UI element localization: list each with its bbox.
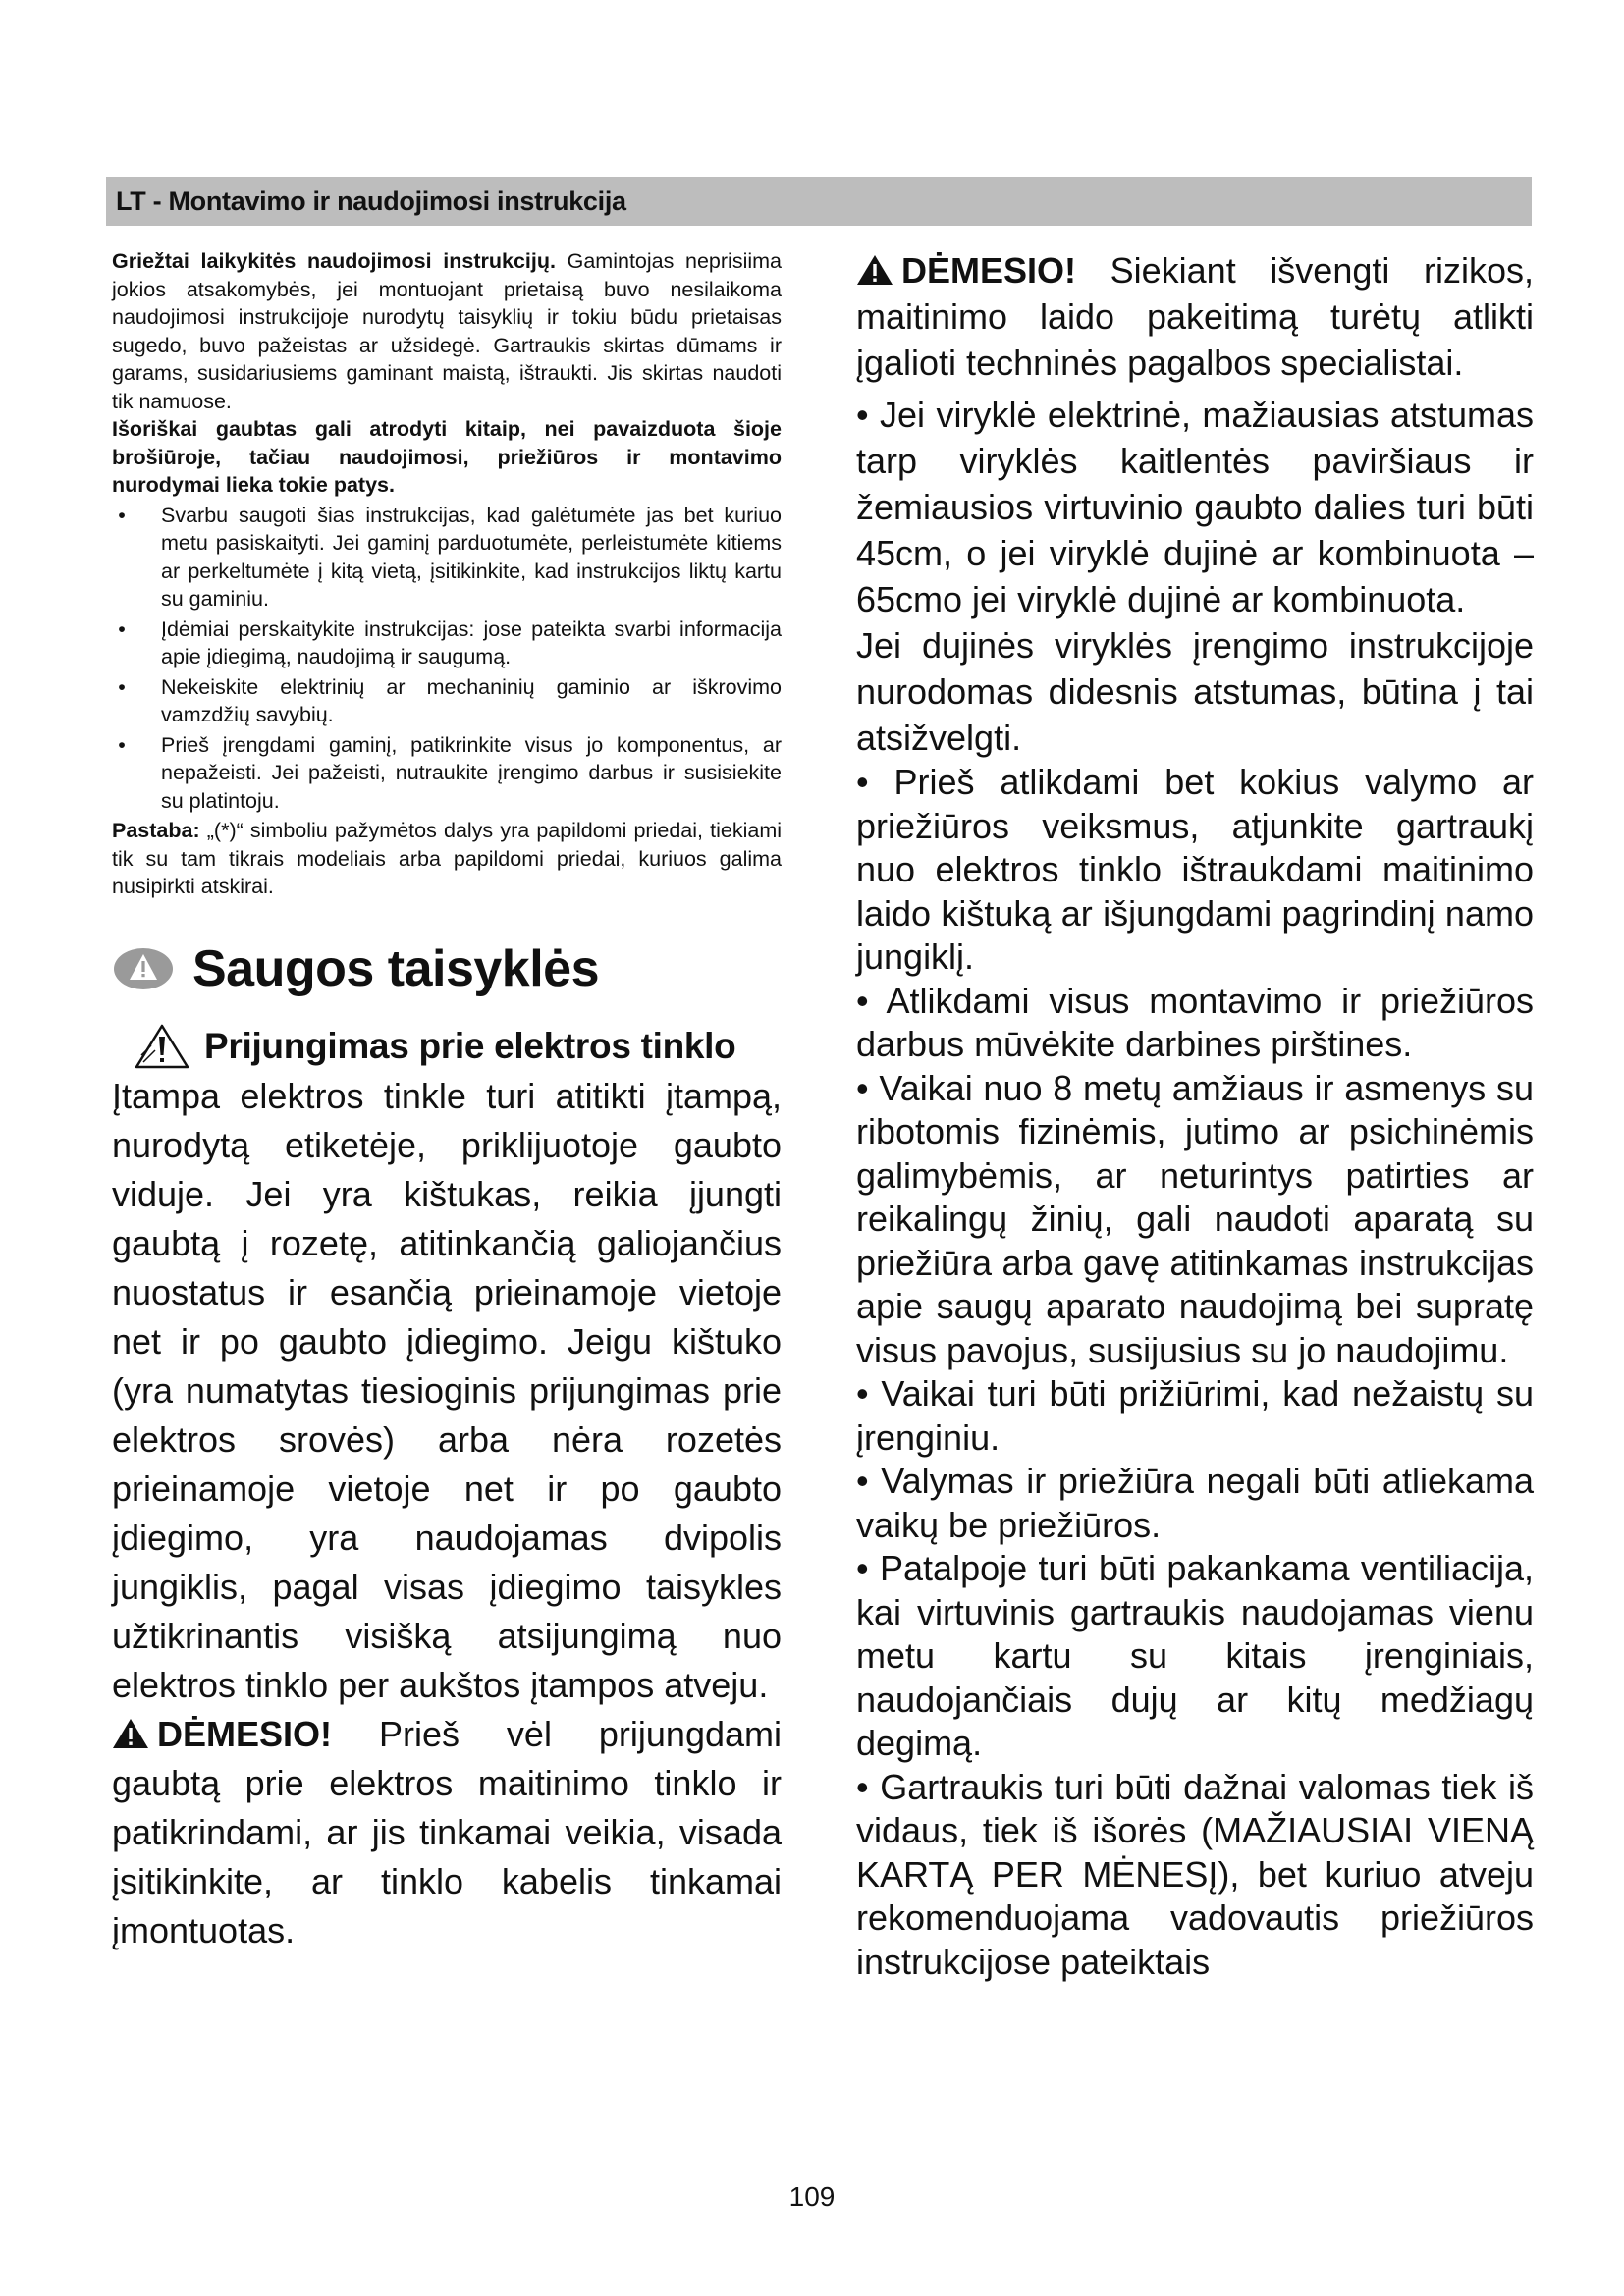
intro-paragraph xyxy=(112,247,782,415)
supervision-paragraph: • Vaikai turi būti prižiūrimi, kad nežaistų su įrenginiu. xyxy=(856,1373,1534,1458)
left-column xyxy=(112,247,782,1955)
note-label: Pastaba: xyxy=(112,819,200,842)
distance-paragraph: • Jei viryklė elektrinė, mažiausias atstumas tarp viryklės kaitlentės paviršiaus ir žemiausios virtuvinio gaubto dalies turi būti 45cm, o jei viryklė dujinė ar kombinuota – 65cmo jei viryklė dujinė ar kombinuota. xyxy=(856,395,1534,619)
list-item: • Įdėmiai perskaitykite instrukcijas: jose pateikta svarbi informacija apie įdiegimą, naudojimą ir saugumą. xyxy=(112,615,782,671)
subsection-heading: Prijungimas prie elektros tinklo xyxy=(204,1025,736,1066)
bullet-icon: • xyxy=(118,674,126,699)
bullet-icon: • xyxy=(118,616,126,641)
intro-text: Gamintojas neprisiima jokios atsakomybės, jei montuojant prietaisą buvo nesilaikoma naudojimosi instrukcijoje nurodytų taisyklių ir tokiu būdu prietaisas sugedo, buvo pažeistas ar užsidegė. Gartraukis skirtas dūmams ir garams, susidariusiems gaminant maistą, ištraukti. Jis skirtas naudoti tik namuose. xyxy=(112,249,782,413)
warning-outline-icon xyxy=(134,1023,190,1070)
attention-label: DĖMESIO! xyxy=(901,250,1077,291)
list-item: • Nekeiskite elektrinių ar mechaninių gaminio ar iškrovimo vamzdžių savybių. xyxy=(112,673,782,729)
intro-appearance-note: Išoriškai gaubtas gali atrodyti kitaip, nei pavaizduota šioje brošiūroje, tačiau naudojimosi, priežiūros ir montavimo nurodymai lieka tokie patys. xyxy=(112,417,782,497)
section-header-bar xyxy=(106,177,1532,226)
subsection-title xyxy=(112,1021,782,1072)
gloves-paragraph: • Atlikdami visus montavimo ir priežiūros darbus mūvėkite darbines pirštines. xyxy=(856,980,1534,1064)
warning-triangle-icon xyxy=(112,1718,149,1749)
ventilation-paragraph: • Patalpoje turi būti pakankama ventiliacija, kai virtuvinis gartraukis naudojamas vienu metu kartu su kitais įrenginiais, naudojančiais dujų ar kitų medžiagų degimą. xyxy=(856,1548,1534,1763)
warning-oval-icon xyxy=(112,946,175,991)
warning-triangle-icon xyxy=(856,254,893,286)
power-connection-text: Įtampa elektros tinkle turi atitikti įtampą, nurodytą etiketėje, priklijuotoje gaubto viduje. Jei yra kištukas, reikia įjungti gaubtą į rozetę, atitinkančią galiojančius nuostatus ir esančią prieinamoje vietoje net ir po gaubto įdiegimo. Jeigu kištuko (yra numatytas tiesioginis prijungimas prie elektros srovės) arba nėra rozetės prieinamoje vietoje net ir po gaubto įdiegimo, yra naudojamas dvipolis jungiklis, pagal visas įdiegimo taisykles užtikrinantis visišką atsijungimą nuo elektros tinklo per aukštos įtampos atveju. xyxy=(112,1075,782,1705)
gas-instructions-paragraph: Jei dujinės viryklės įrengimo instrukcijoje nurodomas didesnis atstumas, būtina į tai atsižvelgti. xyxy=(856,625,1534,758)
bullet-icon: • xyxy=(118,732,126,757)
list-item: • Prieš įrengdami gaminį, patikrinkite visus jo komponentus, ar nepažeisti. Jei pažeisti, nutraukite įrengimo darbus ir susisiekite su platintoju. xyxy=(112,731,782,816)
attention-paragraph: DĖMESIO! Prieš vėl prijungdami gaubtą prie elektros maitinimo tinklo ir patikrindami, ar jis tinkamai veikia, visada įsitikinkite, ar tinklo kabelis tinkamai įmontuotas. xyxy=(112,1713,782,1950)
note-text: „(*)“ simboliu pažymėtos dalys yra papildomi priedai, tiekiami tik su tam tikrais modeliais arba papildomi priedai, kuriuos galima nusipirkti atskirai. xyxy=(112,819,782,898)
bullet-icon: • xyxy=(118,503,126,527)
disconnect-paragraph: • Prieš atlikdami bet kokius valymo ar priežiūros veiksmus, atjunkite gartraukį nuo elektros tinklo ištraukdami maitinimo laido kištuką ar išjungdami pagrindinį namo jungiklį. xyxy=(856,762,1534,977)
list-item: • Svarbu saugoti šias instrukcijas, kad galėtumėte jas bet kuriuo metu pasiskaityti. Jei gaminį parduotumėte, perleistumėte kitiems ar perkeltumėte į kitą vietą, įsitikinkite, kad instrukcijos liktų kartu su gaminiu. xyxy=(112,502,782,614)
page-title: Saugos taisyklės xyxy=(192,939,599,997)
intro-bold: Griežtai laikykitės naudojimosi instrukcijų. xyxy=(112,249,556,273)
page-number: 109 xyxy=(788,2181,836,2212)
cleaning-paragraph: • Valymas ir priežiūra negali būti atliekama vaikų be priežiūros. xyxy=(856,1461,1534,1545)
attention-label: DĖMESIO! xyxy=(157,1713,333,1754)
intro-bullet-list xyxy=(112,502,782,816)
attention-paragraph: DĖMESIO! Siekiant išvengti rizikos, maitinimo laido pakeitimą turėtų atlikti įgalioti techninės pagalbos specialistai. xyxy=(856,250,1534,383)
children-paragraph: • Vaikai nuo 8 metų amžiaus ir asmenys su ribotomis fizinėmis, jutimo ar psichinėmis galimybėmis, ar neturintys patirties ar reikalingų žinių, gali naudoti aparatą su priežiūra arba gavę atitinkamas instrukcijas apie saugų aparato naudojimą bei supratę visus pavojus, susijusius su jo naudojimu. xyxy=(856,1067,1534,1370)
section-title xyxy=(112,934,782,1003)
right-column xyxy=(856,247,1534,1984)
intro-note xyxy=(112,817,782,901)
header-title: LT - Montavimo ir naudojimosi instrukcija xyxy=(116,186,626,216)
maintenance-paragraph: • Gartraukis turi būti dažnai valomas tiek iš vidaus, tiek iš išorės (MAŽIAUSIAI VIENĄ KARTĄ PER MĖNESĮ), bet kuriuo atveju rekomenduojama vadovautis priežiūros instrukcijose pateiktais xyxy=(856,1766,1534,1982)
